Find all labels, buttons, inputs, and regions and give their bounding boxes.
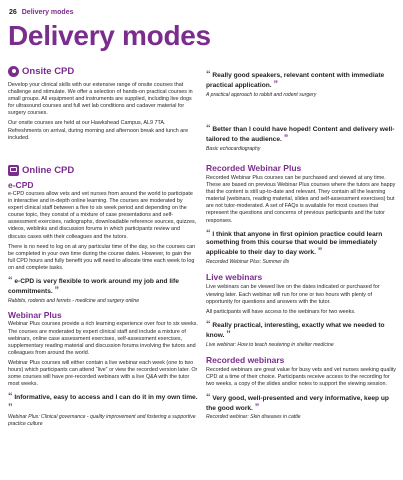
online-heading: Online CPD — [22, 165, 75, 176]
right-quote-1: “ Really good speakers, relevant content with immediate practical application. ” A practical approach to rabbit and rodent surgery — [206, 70, 396, 98]
right-quote-1-cite: A practical approach to rabbit and rodent surgery — [206, 91, 317, 98]
recorded-webinars-heading: Recorded webinars — [206, 355, 285, 366]
webinar-plus-heading: Webinar Plus — [8, 310, 62, 321]
ecpd-heading: e-CPD — [8, 180, 34, 190]
live-webinars-quote: “ Really practical, interesting, exactly what we needed to know. ” — [206, 318, 385, 340]
recorded-webinars-cite: Recorded webinar: Skin diseases in cattle — [206, 414, 301, 421]
ecpd-section — [8, 180, 198, 427]
ecpd-cite: Rabbits, rodents and ferrets - medicine and surgery online — [8, 297, 140, 304]
ecpd-paragraph-2: There is no need to log on at any particular time of the day, so the courses can be completed in your own time during the course dates. However, to gain the full CPD hours and fully benefit you will need to allocate time each week to log on and complete tasks. — [8, 243, 196, 271]
webinar-plus-paragraph-2: Webinar Plus courses will either contain a live webinar each week (one to two hours) which participants can attend “live” or view the recorded version later. Or some courses will have pre-recorded webinars with a live Q&A with the tutor most weeks. — [8, 359, 198, 388]
onsite-heading: Onsite CPD — [22, 66, 75, 77]
webinar-plus-cite: Webinar Plus: Clinical governance - quality improvement and fostering a supportive practice culture — [8, 414, 196, 427]
header-section: Delivery modes — [21, 9, 74, 16]
live-webinars-paragraph-1: Live webinars can be viewed live on the dates indicated or purchased for viewing later. Each webinar will run for one or two hours with plenty of opportunity for questions and answers with the tutor. — [206, 284, 380, 305]
page-header — [9, 9, 74, 16]
ecpd-quote: “ e-CPD is very flexible to work around my job and life commitments. ” — [8, 275, 179, 296]
location-pin-icon — [8, 66, 19, 77]
recorded-webinar-plus-cite: Recorded Webinar Plus: Summer ills — [206, 258, 290, 265]
ecpd-paragraph-1: e-CPD courses allow vets and vet nurses from around the world to participate in interactive and in-depth online learning. The courses are moderated by expert clinical staff between a five to six week period and depending on the course topic, they consist of a mixture of case presentations and self-assessment exercises, radiographs, downloadable reference sources, quizzes, videos, weblinks and discussion forums in which participants review and discuss cases with their colleagues and the tutors. — [8, 191, 197, 240]
onsite-paragraph-2: Our onsite courses are held at our Hawkshead Campus, AL9 7TA. Refreshments on arrival, during morning and afternoon break and lunch are included. — [8, 120, 189, 141]
right-quote-2: “ Better than I could have hoped! Content and delivery well-tailored to the audience. ” Basic echocardiography — [206, 123, 395, 152]
right-quote-2-cite: Basic echocardiography — [206, 145, 261, 152]
page-number: 26 — [9, 9, 17, 16]
live-webinars-paragraph-2: All participants will have access to the webinars for two weeks. — [206, 308, 356, 315]
laptop-icon — [8, 165, 19, 176]
recorded-webinar-plus-quote: “ I think that anyone in first opinion practice could learn something from this course that would be immediately applicable to their day to day work. ” — [206, 227, 383, 257]
recorded-webinar-plus-paragraph: Recorded Webinar Plus courses can be purchased and viewed at any time. These are based on previous Webinar Plus courses where the tutors are happy that the content is still up-to-date and relevant. They contain all the learning material (webinars, reading material, slides and self-assessment exercises) but are not tutor-moderated. A set of FAQs is available for most courses that represent the questions and concerns of previous participants and the tutor responses. — [206, 175, 396, 224]
webinar-plus-quote: “ Informative, easy to access and I can do it in my own time. ” — [8, 391, 198, 412]
online-heading-row — [8, 165, 74, 176]
recorded-webinars-quote: “ Very good, well-presented and very informative, keep up the good work. ” — [206, 391, 389, 412]
onsite-paragraph-1: Develop your clinical skills with our extensive range of onsite courses that challenge and stimulate. We offer a selection of hands-on practical courses in small groups. All equipment and instruments are supplied, including live dogs for ultrasound courses and full wet lab conditions and cadaver material for surgery courses. — [8, 82, 193, 117]
webinar-plus-paragraph-1: Webinar Plus courses provide a rich learning experience over four to six weeks. The courses are moderated by expert clinical staff and include a mixture of webinars, online case assessment exercises, self-assessment exercises, supplementary reading material and discussion forums involving the tutors and colleagues from around the world. — [8, 321, 198, 356]
recorded-webinars-paragraph: Recorded webinars are great value for busy vets and vet nurses seeking quality CPD at a time of their choice. Participants receive access to the recording for two weeks, a copy of the slides and/or notes to support the viewing session. — [206, 367, 396, 388]
onsite-heading-row — [8, 66, 74, 77]
recorded-webinar-plus-heading: Recorded Webinar Plus — [206, 163, 302, 173]
live-webinars-heading: Live webinars — [206, 272, 263, 283]
live-webinars-cite: Live webinar: How to teach neutering in shelter medicine — [206, 341, 334, 348]
page-title: Delivery modes — [8, 20, 211, 51]
onsite-body — [8, 82, 198, 145]
right-sections — [206, 163, 396, 421]
